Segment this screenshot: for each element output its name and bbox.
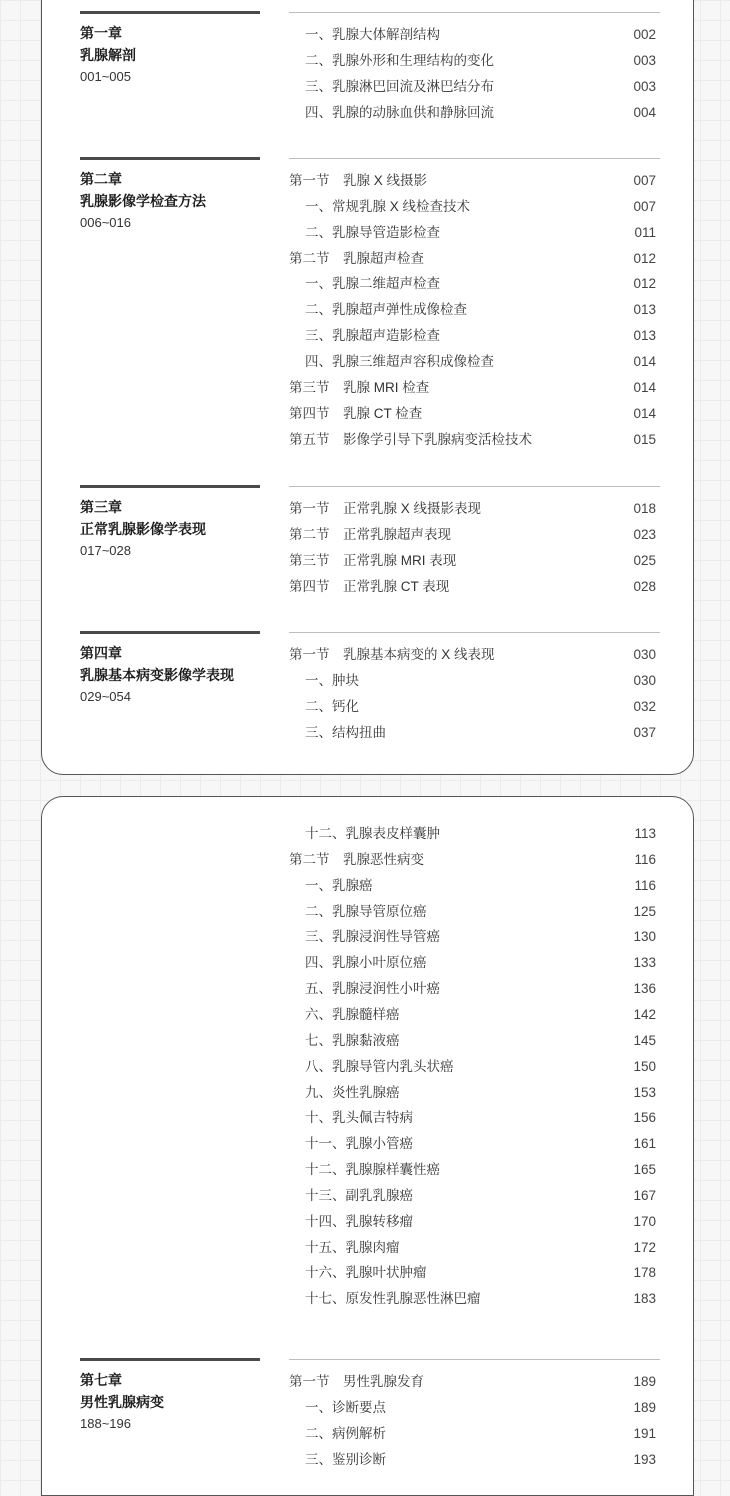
chapter-title: 乳腺基本病变影像学表现 [80, 667, 234, 683]
entry-page-number: 028 [633, 578, 656, 594]
entry-page-number: 156 [633, 1110, 656, 1126]
chapter-page-range: 017~028 [80, 543, 131, 558]
toc-entry[interactable] [289, 349, 660, 375]
entry-title: 第三节 乳腺 MRI 检查 [289, 379, 430, 395]
toc-card-lower [41, 796, 694, 1496]
entry-page-number: 189 [633, 1374, 656, 1389]
entry-title: 第四节 正常乳腺 CT 表现 [289, 578, 450, 594]
entry-title: 二、病例解析 [305, 1425, 386, 1441]
entry-page-number: 030 [633, 672, 656, 688]
entry-title: 二、乳腺超声弹性成像检查 [305, 302, 467, 318]
chapter-number: 第三章 [80, 499, 122, 515]
entry-title: 三、乳腺浸润性导管癌 [305, 929, 440, 945]
toc-entry[interactable] [289, 1260, 660, 1286]
toc-card-upper [41, 0, 694, 775]
toc-entry[interactable] [289, 271, 660, 297]
entry-page-number: 012 [633, 276, 656, 292]
toc-entry[interactable] [289, 1028, 660, 1054]
entry-page-number: 037 [633, 724, 656, 740]
entry-page-number: 004 [633, 104, 656, 120]
toc-entry[interactable] [289, 924, 660, 950]
entry-title: 十六、乳腺叶状肿瘤 [305, 1265, 427, 1281]
toc-entry[interactable] [289, 1235, 660, 1261]
entry-title: 十七、原发性乳腺恶性淋巴瘤 [305, 1291, 481, 1307]
entry-page-number: 142 [633, 1006, 656, 1022]
entry-title: 十三、副乳乳腺癌 [305, 1187, 413, 1203]
entry-page-number: 193 [633, 1451, 656, 1467]
entry-title: 十一、乳腺小管癌 [305, 1136, 413, 1152]
entry-title: 三、鉴别诊断 [305, 1451, 386, 1467]
toc-entry[interactable] [289, 668, 660, 694]
entry-page-number: 172 [633, 1239, 656, 1255]
entry-title: 第一节 乳腺基本病变的 X 线表现 [289, 647, 495, 662]
toc-entry[interactable] [289, 1421, 660, 1447]
entry-title: 一、乳腺癌 [305, 877, 373, 893]
toc-entry[interactable] [289, 246, 660, 272]
toc-entry[interactable] [289, 1131, 660, 1157]
entry-page-number: 018 [633, 501, 656, 516]
toc-entry[interactable] [289, 194, 660, 220]
toc-entry[interactable] [289, 1157, 660, 1183]
chapter-divider [80, 485, 260, 488]
toc-entry[interactable] [289, 375, 660, 401]
chapter-divider [80, 631, 260, 634]
toc-entry[interactable] [289, 821, 660, 847]
entry-page-number: 183 [633, 1291, 656, 1307]
toc-entry[interactable] [289, 297, 660, 323]
toc-entry[interactable] [289, 1209, 660, 1235]
entry-page-number: 011 [634, 224, 656, 240]
entry-title: 一、肿块 [305, 672, 359, 688]
toc-entry[interactable] [289, 220, 660, 246]
chapter-divider-light [289, 632, 660, 633]
toc-entry[interactable] [289, 976, 660, 1002]
chapter-divider-light [289, 486, 660, 487]
entry-title: 十、乳头佩吉特病 [305, 1110, 413, 1126]
entry-title: 第一节 乳腺 X 线摄影 [289, 173, 428, 188]
entry-page-number: 025 [633, 552, 656, 568]
entry-page-number: 030 [633, 647, 656, 662]
entry-page-number: 125 [633, 903, 656, 919]
entry-title: 十二、乳腺腺样囊性癌 [305, 1162, 440, 1178]
entry-page-number: 014 [633, 379, 656, 395]
entry-page-number: 153 [633, 1084, 656, 1100]
entry-page-number: 014 [633, 405, 656, 421]
entry-page-number: 014 [633, 353, 656, 369]
chapter-number: 第二章 [80, 171, 122, 187]
toc-entry[interactable] [289, 642, 660, 668]
entry-page-number: 161 [633, 1136, 656, 1152]
toc-entry[interactable] [289, 720, 660, 746]
entry-title: 第二节 乳腺超声检查 [289, 250, 424, 266]
entry-title: 三、乳腺超声造影检查 [305, 328, 440, 344]
entry-page-number: 145 [633, 1032, 656, 1048]
chapter-divider [80, 157, 260, 160]
entry-page-number: 178 [633, 1265, 656, 1281]
entry-page-number: 130 [633, 929, 656, 945]
toc-entry[interactable] [289, 950, 660, 976]
entry-page-number: 189 [633, 1399, 656, 1415]
entry-page-number: 170 [633, 1213, 656, 1229]
entry-title: 四、乳腺小叶原位癌 [305, 955, 427, 971]
toc-entry[interactable] [289, 1395, 660, 1421]
entry-title: 十二、乳腺表皮样囊肿 [305, 826, 440, 841]
chapter-number: 第四章 [80, 645, 122, 661]
toc-entry[interactable] [289, 100, 660, 126]
entry-page-number: 165 [633, 1162, 656, 1178]
entry-title: 五、乳腺浸润性小叶癌 [305, 981, 440, 997]
entry-page-number: 150 [633, 1058, 656, 1074]
entry-page-number: 136 [633, 981, 656, 997]
entry-title: 第一节 男性乳腺发育 [289, 1374, 424, 1389]
toc-entry[interactable] [289, 873, 660, 899]
entry-page-number: 015 [633, 431, 656, 447]
chapter-divider-light [289, 1359, 660, 1360]
entry-title: 四、乳腺的动脉血供和静脉回流 [305, 104, 494, 120]
entry-title: 四、乳腺三维超声容积成像检查 [305, 353, 494, 369]
entry-title: 一、乳腺大体解剖结构 [305, 27, 440, 42]
entry-title: 第三节 正常乳腺 MRI 表现 [289, 552, 457, 568]
entry-page-number: 116 [634, 851, 656, 867]
entry-title: 一、乳腺二维超声检查 [305, 276, 440, 292]
toc-entry[interactable] [289, 847, 660, 873]
entry-title: 第五节 影像学引导下乳腺病变活检技术 [289, 431, 532, 447]
toc-entry[interactable] [289, 74, 660, 100]
chapter-title: 乳腺影像学检查方法 [80, 193, 206, 209]
toc-entry[interactable] [289, 427, 660, 453]
chapter-divider [80, 11, 260, 14]
entry-title: 三、结构扭曲 [305, 724, 386, 740]
entry-page-number: 007 [633, 173, 656, 188]
entry-title: 十四、乳腺转移瘤 [305, 1213, 413, 1229]
toc-entry[interactable] [289, 323, 660, 349]
entry-page-number: 013 [633, 328, 656, 344]
entry-title: 六、乳腺髓样癌 [305, 1006, 400, 1022]
toc-entry[interactable] [289, 1054, 660, 1080]
chapter-title: 乳腺解剖 [80, 47, 136, 63]
chapter-number: 第一章 [80, 25, 122, 41]
toc-entry[interactable] [289, 574, 660, 600]
entry-title: 九、炎性乳腺癌 [305, 1084, 400, 1100]
entry-title: 二、钙化 [305, 698, 359, 714]
entry-page-number: 002 [633, 27, 656, 42]
entry-page-number: 003 [633, 52, 656, 68]
entry-title: 第四节 乳腺 CT 检查 [289, 405, 423, 421]
chapter-page-range: 188~196 [80, 1416, 131, 1431]
chapter-divider-light [289, 12, 660, 13]
chapter-title: 男性乳腺病变 [80, 1394, 164, 1410]
toc-entry[interactable] [289, 522, 660, 548]
toc-entry[interactable] [289, 496, 660, 522]
entry-title: 第一节 正常乳腺 X 线摄影表现 [289, 501, 482, 516]
chapter-page-range: 001~005 [80, 69, 131, 84]
entry-title: 二、乳腺外形和生理结构的变化 [305, 52, 494, 68]
entry-page-number: 191 [633, 1425, 656, 1441]
toc-entry[interactable] [289, 694, 660, 720]
entry-page-number: 116 [634, 877, 656, 893]
entry-title: 一、诊断要点 [305, 1399, 386, 1415]
toc-entry[interactable] [289, 899, 660, 925]
toc-entry[interactable] [289, 1080, 660, 1106]
chapter-divider [80, 1358, 260, 1361]
toc-entry[interactable] [289, 1105, 660, 1131]
toc-entry[interactable] [289, 48, 660, 74]
toc-entry[interactable] [289, 401, 660, 427]
toc-entry[interactable] [289, 548, 660, 574]
toc-entry[interactable] [289, 1002, 660, 1028]
entry-page-number: 007 [633, 198, 656, 214]
entry-title: 八、乳腺导管内乳头状癌 [305, 1058, 454, 1074]
chapter-page-range: 029~054 [80, 689, 131, 704]
entry-page-number: 133 [633, 955, 656, 971]
toc-entry[interactable] [289, 168, 660, 194]
toc-entry[interactable] [289, 1183, 660, 1209]
entry-page-number: 012 [633, 250, 656, 266]
entry-title: 一、常规乳腺 X 线检查技术 [305, 198, 471, 214]
toc-entry[interactable] [289, 1369, 660, 1395]
entry-page-number: 003 [633, 78, 656, 94]
toc-entry[interactable] [289, 1286, 660, 1312]
chapter-page-range: 006~016 [80, 215, 131, 230]
entry-title: 第二节 乳腺恶性病变 [289, 851, 424, 867]
chapter-title: 正常乳腺影像学表现 [80, 521, 206, 537]
toc-entry[interactable] [289, 22, 660, 48]
entry-title: 二、乳腺导管原位癌 [305, 903, 427, 919]
entry-title: 二、乳腺导管造影检查 [305, 224, 440, 240]
entry-title: 七、乳腺黏液癌 [305, 1032, 400, 1048]
chapter-divider-light [289, 158, 660, 159]
entry-page-number: 032 [633, 698, 656, 714]
entry-page-number: 167 [633, 1187, 656, 1203]
chapter-number: 第七章 [80, 1372, 122, 1388]
entry-page-number: 113 [634, 826, 656, 841]
entry-title: 三、乳腺淋巴回流及淋巴结分布 [305, 78, 494, 94]
entry-title: 第二节 正常乳腺超声表现 [289, 526, 451, 542]
entry-title: 十五、乳腺肉瘤 [305, 1239, 400, 1255]
entry-page-number: 013 [633, 302, 656, 318]
entry-page-number: 023 [633, 526, 656, 542]
